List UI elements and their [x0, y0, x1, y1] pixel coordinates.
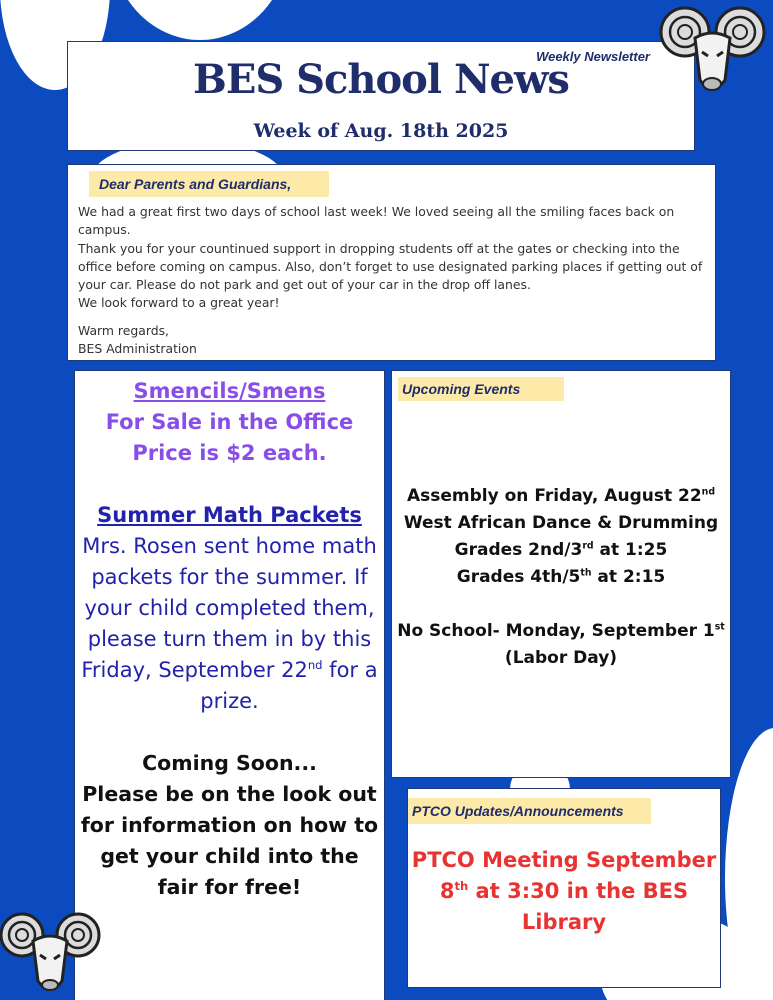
event-assembly: Assembly on Friday, August 22nd — [406, 486, 716, 506]
page-title: BES School News — [193, 56, 569, 103]
events-heading: Upcoming Events — [398, 377, 564, 401]
ram-mascot-icon — [0, 905, 102, 1000]
event-performance: West African Dance & Drumming — [403, 513, 719, 533]
ram-mascot-icon — [655, 0, 770, 102]
letter-signoff — [78, 322, 197, 359]
event-grades-b: Grades 4th/5th at 2:15 — [456, 567, 666, 587]
letter-card — [67, 164, 716, 361]
newsletter-header — [67, 41, 695, 151]
ptco-card — [407, 788, 721, 988]
ptco-heading: PTCO Updates/Announcements — [408, 798, 651, 824]
smencils-price: Price is $2 each. — [132, 441, 327, 465]
newsletter-kicker: Weekly Newsletter — [536, 49, 650, 64]
letter-closing: Warm regards, — [78, 323, 169, 338]
smencils-title: Smencils/Smens — [133, 379, 326, 403]
announcements-column — [74, 370, 385, 1000]
letter-body — [78, 203, 708, 313]
decor-circle — [110, 0, 290, 40]
event-no-school: No School- Monday, September 1st — [397, 621, 725, 641]
event-holiday: (Labor Day) — [504, 648, 618, 668]
coming-title: Coming Soon... — [142, 751, 317, 775]
events-card — [391, 370, 731, 778]
letter-greeting: Dear Parents and Guardians, — [89, 171, 329, 197]
smencils-line: For Sale in the Office — [105, 410, 354, 434]
letter-signature: BES Administration — [78, 341, 197, 357]
math-title: Summer Math Packets — [97, 503, 362, 527]
ptco-meeting: PTCO Meeting September 8th at 3:30 in the BES Library — [411, 848, 717, 934]
math-body: Mrs. Rosen sent home math packets for the summer. If your child completed them, please turn them in by this Friday, September 22nd for a prize. — [81, 534, 378, 713]
letter-paragraph: We had a great first two days of school last week! We loved seeing all the smiling faces back on campus. — [78, 204, 675, 238]
week-date: Week of Aug. 18th 2025 — [253, 120, 509, 142]
events-list — [392, 483, 730, 672]
letter-paragraph: Thank you for your countinued support in dropping students off at the gates or checking into the office before coming on campus. Also, don’t forget to use designated parking places if getting out of your car. Please do not park and get out of your car in the drop off lanes. — [78, 240, 703, 293]
letter-paragraph: We look forward to a great year! — [78, 295, 280, 311]
coming-body: Please be on the look out for information on how to get your child into the fair for free! — [80, 782, 379, 899]
event-grades-a: Grades 2nd/3rd at 1:25 — [454, 540, 668, 560]
